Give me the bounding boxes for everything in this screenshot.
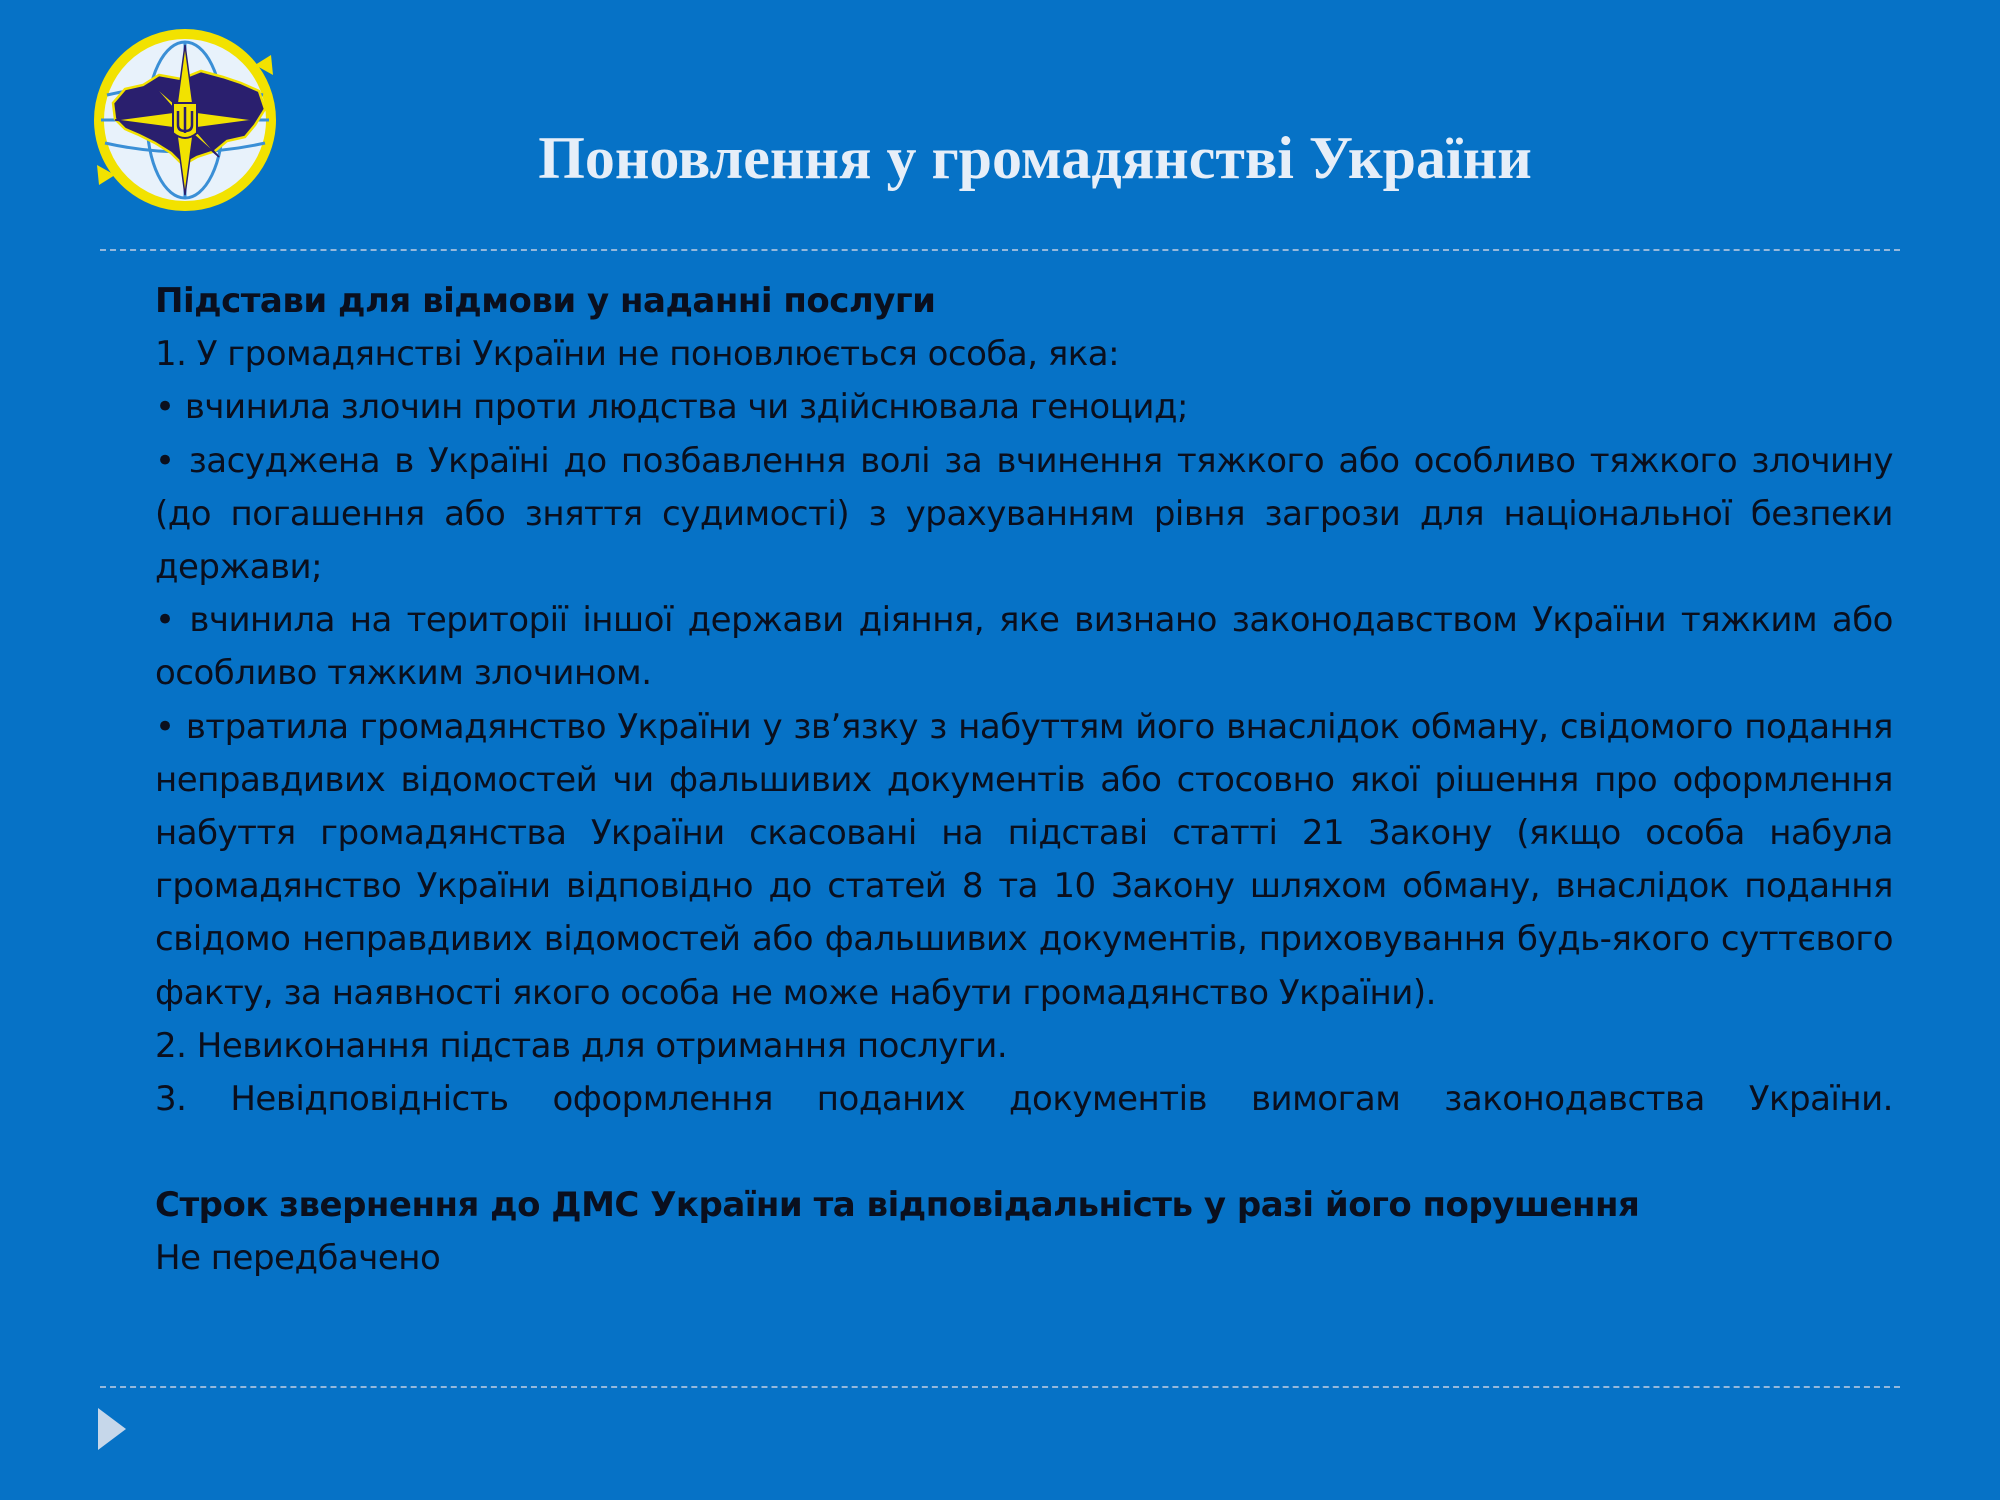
slide-title: Поновлення у громадянстві України	[538, 125, 1532, 191]
section-text-deadline: Не передбачено	[155, 1238, 441, 1279]
bullet-item-1: • вчинила злочин проти людства чи здійснювала геноцид;	[155, 387, 1188, 428]
list-item-3: 3. Невідповідність оформлення поданих документів вимогам законодавства України.	[155, 1079, 1893, 1120]
section-heading-refusal-grounds: Підстави для відмови у наданні послуги	[155, 281, 936, 321]
bottom-dashed-divider	[100, 1386, 1900, 1388]
bullet-item-3: • вчинила на території іншої держави діяння, яке визнано законодавством України тяжким або особливо тяжким злочином.	[155, 600, 1893, 694]
migration-service-emblem-icon	[85, 25, 285, 215]
blank-line	[155, 1126, 1893, 1179]
list-item-2: 2. Невиконання підстав для отримання послуги.	[155, 1025, 1008, 1066]
section-heading-deadline: Строк звернення до ДМС України та відповідальність у разі його порушення	[155, 1185, 1640, 1226]
top-dashed-divider	[100, 249, 1900, 251]
play-triangle-icon[interactable]	[98, 1408, 126, 1450]
bullet-item-4: • втратила громадянство України у зв’язку з набуттям його внаслідок обману, свідомого подання неправдивих відомостей чи фальшивих документів або стосовно якої рішення про оформлення набуття громадянства України скасовані на підставі статті 21 Закону (якщо особа набула громадянство України відповідно до статей 8 та 10 Закону шляхом обману, внаслідок подання свідомо неправдивих відомостей або фальшивих документів, приховування будь-якого суттєвого факту, за наявності якого особа не може набути громадянство України).	[155, 706, 1893, 1013]
bullet-item-2: • засуджена в Україні до позбавлення волі за вчинення тяжкого або особливо тяжкого злочину (до погашення або зняття судимості) з урахуванням рівня загрози для національної безпеки держави;	[155, 440, 1893, 588]
slide-body	[155, 275, 1893, 1286]
list-item-1: 1. У громадянстві України не поновлюється особа, яка:	[155, 334, 1120, 375]
